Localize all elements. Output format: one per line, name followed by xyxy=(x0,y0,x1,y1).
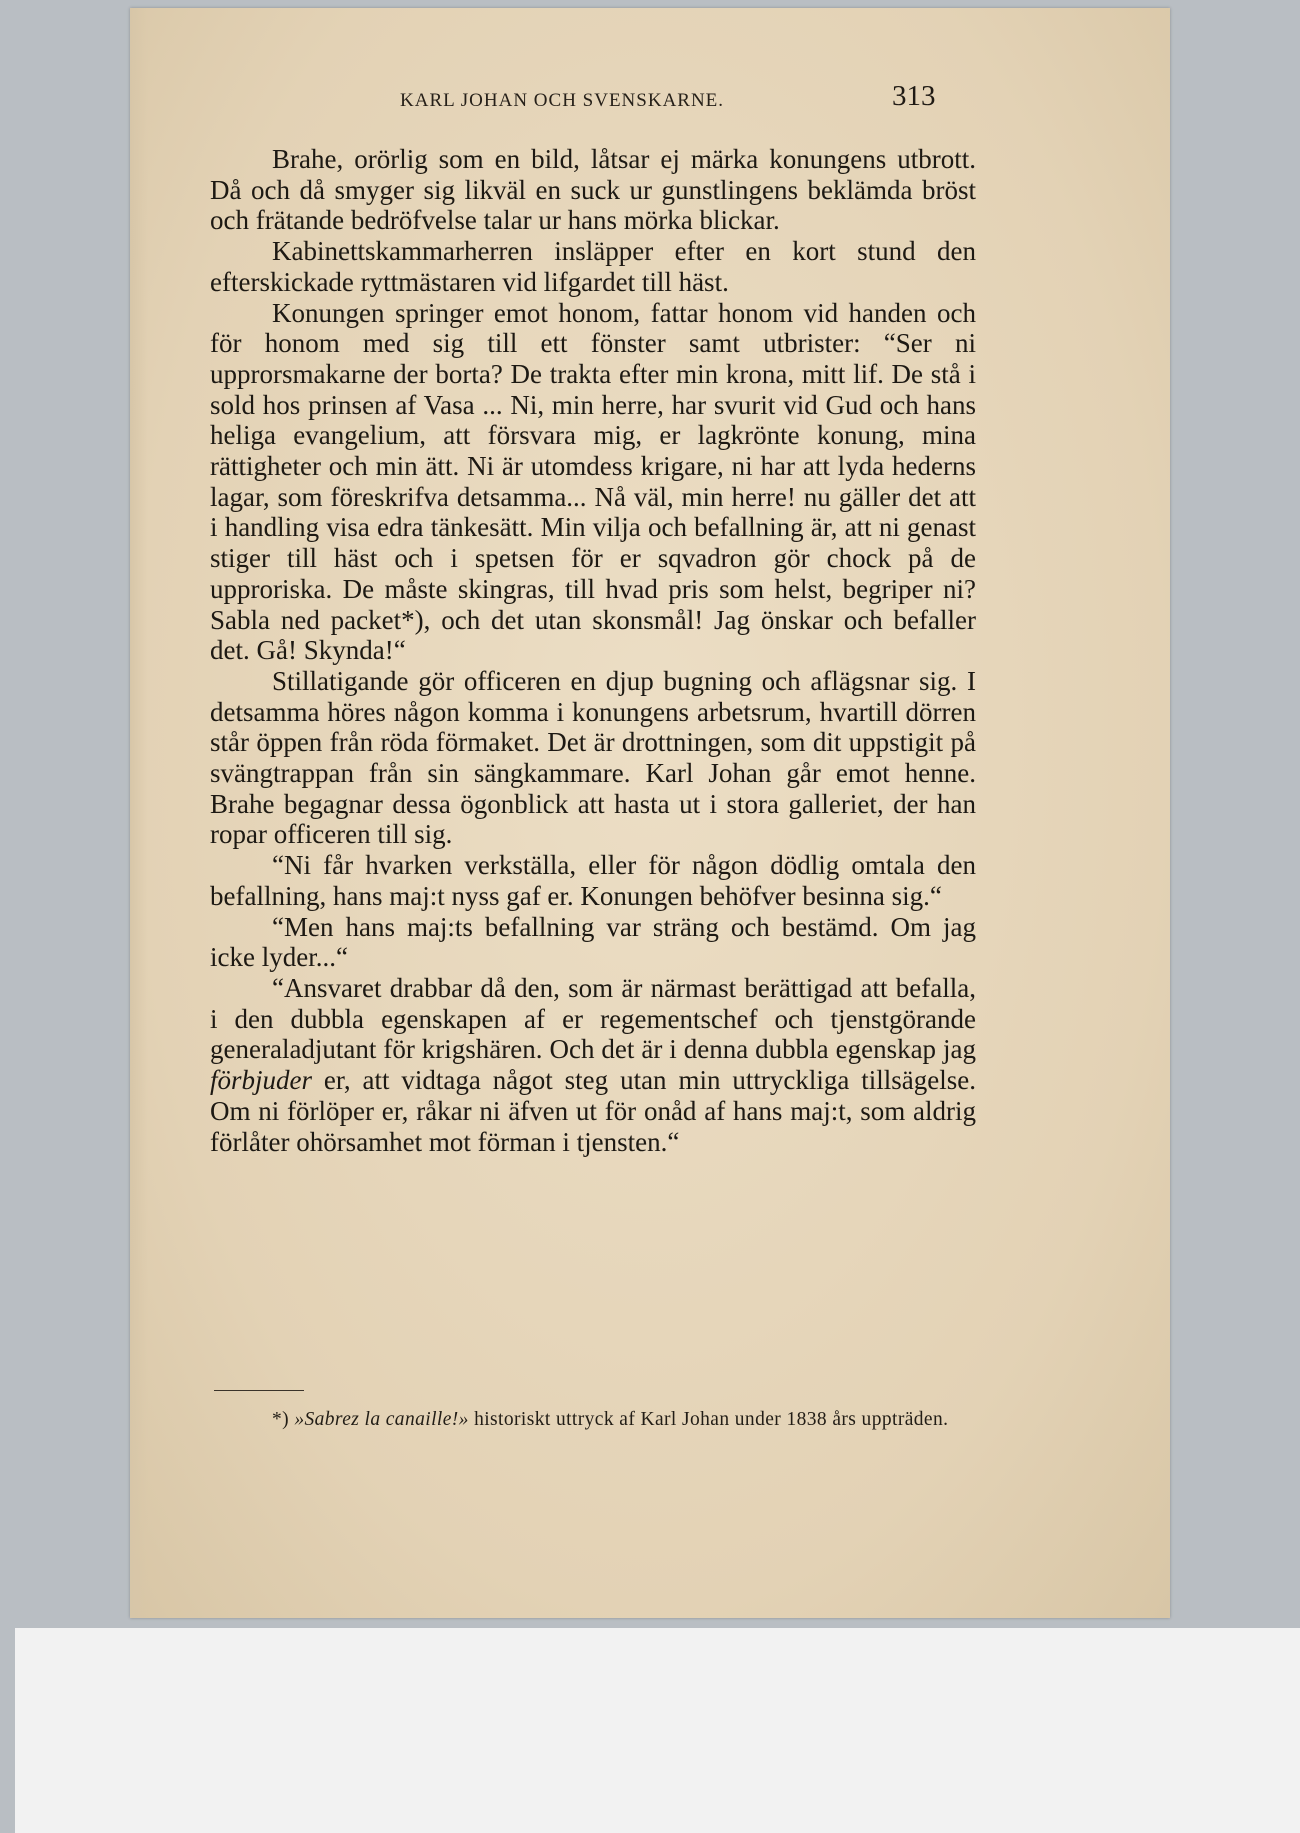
book-page xyxy=(130,8,1170,1618)
paragraph-text: “Ansvaret drabbar då den, som är närmast berättigad att befalla, i den dubbla egenskapen af er regementschef och tjenstgörande generaladjutant för krigshären. Och det är i denna dubbla egenskap jag xyxy=(210,972,976,1065)
paragraph: Brahe, orörlig som en bild, låtsar ej märka konungens utbrott. Då och då smyger sig likväl en suck ur gunstlingens beklämda bröst och frätande bedröfvelse talar ur hans mörka blickar. xyxy=(210,144,976,236)
running-title: KARL JOHAN OCH SVENSKARNE. xyxy=(400,90,725,111)
paragraph: Konungen springer emot honom, fattar honom vid handen och för honom med sig till ett fönster samt utbrister: “Ser ni upprorsmakarne der borta? De trakta efter min krona, mitt lif. De stå i sold hos prinsen af Vasa ... Ni, min herre, har svurit vid Gud och hans heliga evangelium, att försvara mig, er lagkrönte konung, mina rättigheter och min ätt. Ni är utomdess krigare, ni har att lyda hederns lagar, som föreskrifva detsamma... Nå väl, min herre! nu gäller det att i handling visa edra tänkesätt. Min vilja och befallning är, att ni genast stiger till häst och i spetsen för er sqvadron gör chock på de upproriska. De måste skingras, till hvad pris som helst, begriper ni? Sabla ned packet*), och det utan skonsmål! Jag önskar och befaller det. Gå! Skynda!“ xyxy=(210,297,976,666)
footnote-rule xyxy=(214,1390,304,1391)
emphasized-word: förbjuder xyxy=(210,1065,313,1096)
footnote xyxy=(210,1406,976,1434)
body-text xyxy=(210,144,976,1157)
page-edge-shadow xyxy=(130,8,148,1618)
page-number: 313 xyxy=(892,80,936,112)
paragraph-text: er, att vidtaga något steg utan min uttryckliga tillsägelse. Om ni förlöper er, råkar ni äfven ut för onåd af hans maj:t, som aldrig förlåter ohörsamhet mot förman i tjensten.“ xyxy=(210,1065,976,1157)
paragraph: Kabinettskammarherren insläpper efter en kort stund den efterskickade ryttmästaren vid lifgardet till häst. xyxy=(210,236,976,297)
page-header xyxy=(130,80,1170,120)
paragraph: “Men hans maj:ts befallning var sträng och bestämd. Om jag icke lyder...“ xyxy=(210,911,976,973)
footnote-quote: »Sabrez la canaille!» xyxy=(294,1409,469,1430)
footnote-text xyxy=(210,1406,976,1434)
paragraph: “Ni får hvarken verkställa, eller för någon dödlig omtala den befallning, hans maj:t nyss gaf er. Konungen behöfver besinna sig.“ xyxy=(210,850,976,911)
footnote-marker: *) xyxy=(272,1409,290,1430)
background-strip xyxy=(15,1628,1300,1833)
paragraph xyxy=(210,973,976,1157)
paragraph: Stillatigande gör officeren en djup bugning och aflägsnar sig. I detsamma höres någon komma i konungens arbetsrum, hvartill dörren står öppen från röda förmaket. Det är drottningen, som dit uppstigit på svängtrappan från sin sängkammare. Karl Johan går emot henne. Brahe begagnar dessa ögonblick att hasta ut i stora galleriet, der han ropar officeren till sig. xyxy=(210,665,976,850)
footnote-body: historiskt uttryck af Karl Johan under 1838 års uppträden. xyxy=(474,1409,949,1430)
